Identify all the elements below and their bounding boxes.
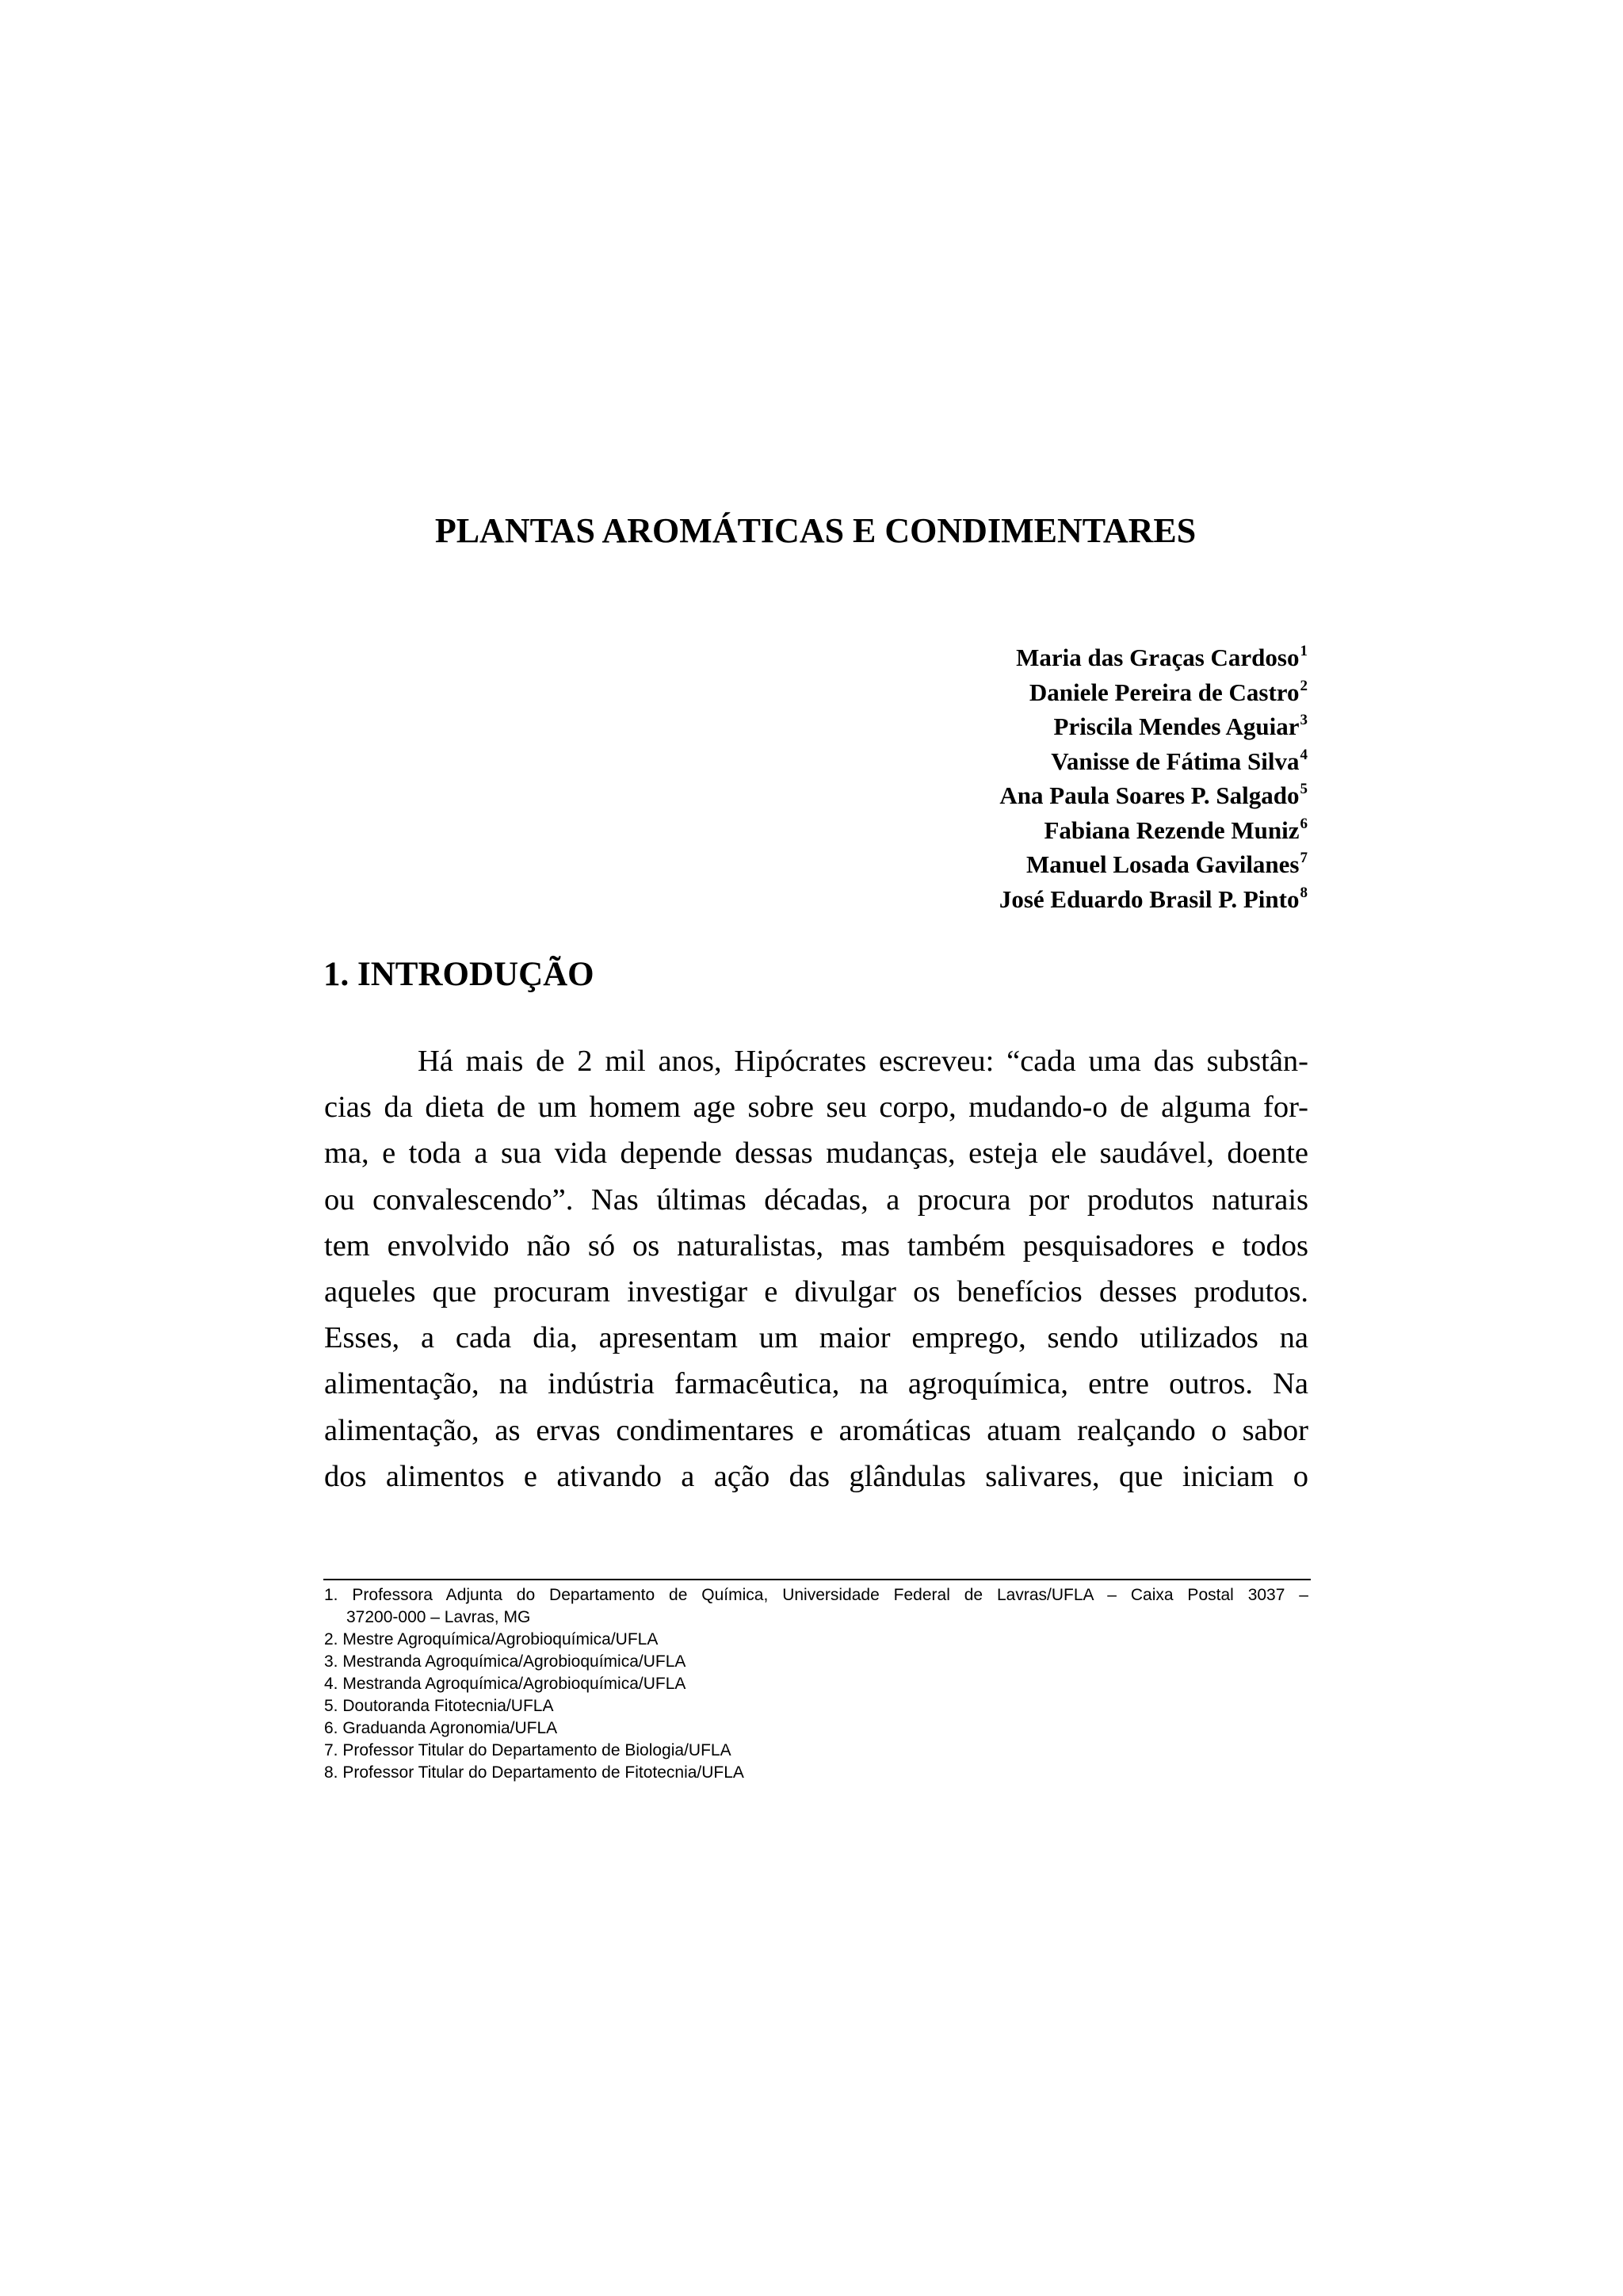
paragraph-line: dos alimentos e ativando a ação das glândulas salivares, que iniciam o: [324, 1459, 1308, 1493]
paragraph-line: Há mais de 2 mil anos, Hipócrates escreveu: “cada uma das substân-: [418, 1045, 1308, 1078]
author-ref: 3: [1300, 712, 1308, 728]
author: [999, 882, 1308, 917]
author: [999, 640, 1308, 675]
section-heading: 1. INTRODUÇÃO: [323, 956, 594, 993]
paragraph-line: ma, e toda a sua vida depende dessas mudanças, esteja ele saudável, doente: [324, 1137, 1308, 1171]
footnote: 2. Mestre Agroquímica/Agrobioquímica/UFLA: [324, 1630, 659, 1648]
paragraph-line: alimentação, as ervas condimentares e aromáticas atuam realçando o sabor: [324, 1413, 1308, 1447]
paragraph-line: alimentação, na indústria farmacêutica, na agroquímica, entre outros. Na: [324, 1367, 1308, 1401]
author-list: [999, 640, 1308, 916]
author-ref: 7: [1300, 850, 1308, 866]
paragraph-line: ou convalescendo”. Nas últimas décadas, a procura por produtos naturais: [324, 1182, 1308, 1217]
author-name: Priscila Mendes Aguiar: [1053, 712, 1300, 740]
author: [999, 847, 1308, 882]
footnote: 6. Graduanda Agronomia/UFLA: [324, 1719, 558, 1737]
author-ref: 4: [1300, 746, 1308, 763]
footnote-continuation: 37200-000 – Lavras, MG: [346, 1608, 531, 1626]
body-paragraph: [324, 1038, 1308, 1499]
author-name: Fabiana Rezende Muniz: [1044, 816, 1300, 844]
author-ref: 6: [1300, 815, 1308, 832]
author-name: Daniele Pereira de Castro: [1029, 678, 1300, 706]
author-name: Manuel Losada Gavilanes: [1026, 850, 1300, 878]
paragraph-line: aqueles que procuram investigar e divulgar os benefícios desses produtos.: [324, 1275, 1308, 1309]
author: [999, 744, 1308, 779]
footnote: 8. Professor Titular do Departamento de Fitotecnia/UFLA: [324, 1763, 744, 1782]
author-name: José Eduardo Brasil P. Pinto: [999, 884, 1300, 913]
author-ref: 1: [1300, 643, 1308, 659]
author: [999, 709, 1308, 744]
author: [999, 813, 1308, 848]
author-ref: 8: [1300, 884, 1308, 901]
footnote-divider: [323, 1579, 1311, 1580]
author: [999, 778, 1308, 813]
author-ref: 5: [1300, 781, 1308, 797]
paragraph-line: cias da dieta de um homem age sobre seu corpo, mudando-o de alguma for-: [324, 1091, 1308, 1125]
paragraph-line: Esses, a cada dia, apresentam um maior emprego, sendo utilizados na: [324, 1321, 1308, 1355]
footnote: 7. Professor Titular do Departamento de Biologia/UFLA: [324, 1741, 731, 1759]
author-name: Vanisse de Fátima Silva: [1051, 747, 1300, 775]
footnote: 3. Mestranda Agroquímica/Agrobioquímica/UFLA: [324, 1652, 686, 1671]
author-name: Ana Paula Soares P. Salgado: [999, 781, 1300, 809]
author-ref: 2: [1300, 677, 1308, 694]
author: [999, 675, 1308, 710]
paragraph-line: tem envolvido não só os naturalistas, mas também pesquisadores e todos: [324, 1228, 1308, 1263]
footnote: 4. Mestranda Agroquímica/Agrobioquímica/UFLA: [324, 1675, 686, 1693]
footnotes: [324, 1584, 1308, 1784]
footnote: 5. Doutoranda Fitotecnia/UFLA: [324, 1697, 554, 1715]
page-title: PLANTAS AROMÁTICAS E CONDIMENTARES: [434, 511, 1197, 550]
author-name: Maria das Graças Cardoso: [1016, 644, 1300, 671]
footnote: 1. Professora Adjunta do Departamento de Química, Universidade Federal de Lavras/UFLA – Caixa Postal 3037 –: [324, 1586, 1308, 1604]
